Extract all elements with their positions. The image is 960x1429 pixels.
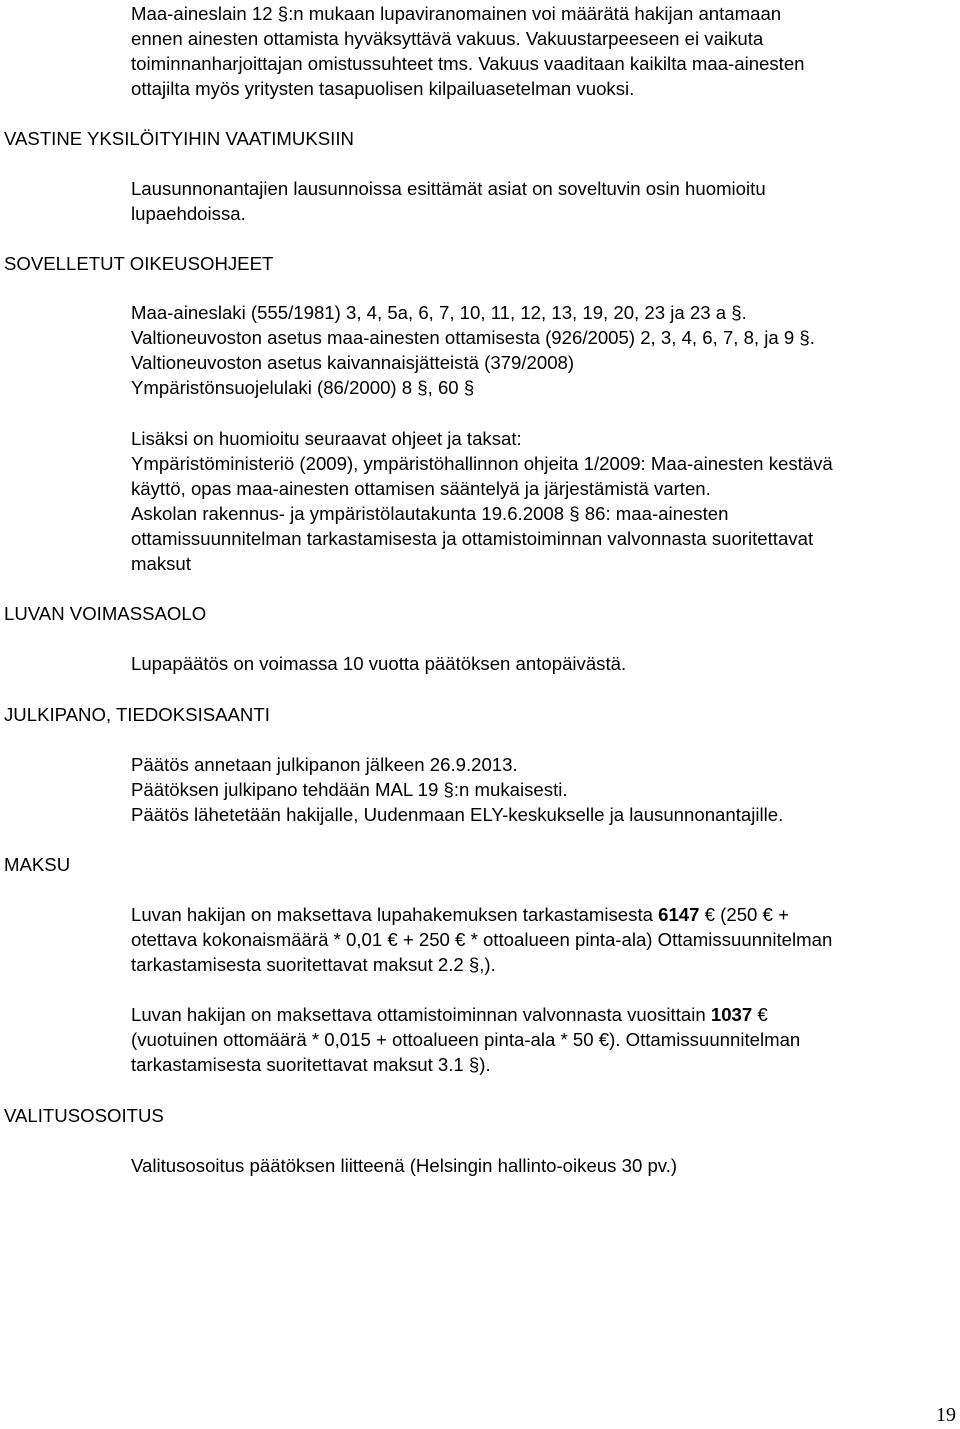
vastine-line-1: Lausunnonantajien lausunnoissa esittämät asiat on soveltuvin osin huomioitu: [131, 178, 766, 199]
maksu-p1-line-3: tarkastamisesta suoritettavat maksut 2.2 §,).: [131, 954, 496, 975]
law-line-3: Valtioneuvoston asetus kaivannaisjätteistä (379/2008): [131, 352, 575, 373]
maksu-p1-amount: 6147: [658, 904, 700, 925]
maksu-p1-line-2: otettava kokonaismäärä * 0,01 € + 250 € * ottoalueen pinta-ala) Ottamissuunnitelman: [131, 929, 833, 950]
voimassaolo-text: Lupapäätös on voimassa 10 vuotta päätöksen antopäivästä.: [131, 653, 627, 674]
maksu-p2-line-3: tarkastamisesta suoritettavat maksut 3.1 §).: [131, 1054, 491, 1075]
page-number: 19: [936, 1404, 956, 1426]
heading-valitusosoitus: VALITUSOSOITUS: [4, 1105, 164, 1126]
maksu-p1-text-b: € (250 € +: [704, 904, 789, 925]
maksu-p2-text-b: €: [757, 1004, 768, 1025]
vastine-line-2: lupaehdoissa.: [131, 203, 246, 224]
extra-line-1: Lisäksi on huomioitu seuraavat ohjeet ja taksat:: [131, 428, 522, 449]
julkipano-line-1: Päätös annetaan julkipanon jälkeen 26.9.2013.: [131, 754, 518, 775]
valitusosoitus-text: Valitusosoitus päätöksen liitteenä (Helsingin hallinto-oikeus 30 pv.): [131, 1155, 678, 1176]
law-line-4: Ympäristönsuojelulaki (86/2000) 8 §, 60 §: [131, 377, 475, 398]
intro-line-4: ottajilta myös yritysten tasapuolisen kilpailuasetelman vuoksi.: [131, 78, 635, 99]
extra-line-6: maksut: [131, 553, 191, 574]
extra-line-4: Askolan rakennus- ja ympäristölautakunta 19.6.2008 § 86: maa-ainesten: [131, 503, 729, 524]
julkipano-line-3: Päätös lähetetään hakijalle, Uudenmaan ELY-keskukselle ja lausunnonantajille.: [131, 804, 784, 825]
maksu-p2-text-a: Luvan hakijan on maksettava ottamistoiminnan valvonnasta vuosittain: [131, 1004, 706, 1025]
maksu-p2-line-2: (vuotuinen ottomäärä * 0,015 + ottoalueen pinta-ala * 50 €). Ottamissuunnitelman: [131, 1029, 801, 1050]
extra-line-2: Ympäristöministeriö (2009), ympäristöhallinnon ohjeita 1/2009: Maa-ainesten kestävä: [131, 453, 833, 474]
intro-line-1: Maa-aineslain 12 §:n mukaan lupaviranomainen voi määrätä hakijan antamaan: [131, 3, 782, 24]
maksu-p1-line-1: [131, 902, 789, 927]
maksu-p1-text-a: Luvan hakijan on maksettava lupahakemuksen tarkastamisesta: [131, 904, 653, 925]
maksu-p2-amount: 1037: [710, 1004, 753, 1025]
julkipano-line-2: Päätöksen julkipano tehdään MAL 19 §:n mukaisesti.: [131, 779, 568, 800]
heading-sovelletut: SOVELLETUT OIKEUSOHJEET: [4, 253, 274, 274]
maksu-p2-line-1: [131, 1002, 768, 1027]
heading-julkipano: JULKIPANO, TIEDOKSISAANTI: [4, 704, 270, 725]
heading-maksu: MAKSU: [4, 854, 71, 875]
law-line-1: Maa-aineslaki (555/1981) 3, 4, 5a, 6, 7, 10, 11, 12, 13, 19, 20, 23 ja 23 a §.: [131, 302, 747, 323]
extra-line-5: ottamissuunnitelman tarkastamisesta ja ottamistoiminnan valvonnasta suoritettavat: [131, 528, 814, 549]
heading-vastine: VASTINE YKSILÖITYIHIN VAATIMUKSIIN: [4, 128, 354, 149]
intro-line-2: ennen ainesten ottamista hyväksyttävä vakuus. Vakuustarpeeseen ei vaikuta: [131, 28, 764, 49]
law-line-2: Valtioneuvoston asetus maa-ainesten ottamisesta (926/2005) 2, 3, 4, 6, 7, 8, ja 9 §.: [131, 327, 815, 348]
intro-line-3: toiminnanharjoittajan omistussuhteet tms. Vakuus vaaditaan kaikilta maa-ainesten: [131, 53, 805, 74]
heading-voimassaolo: LUVAN VOIMASSAOLO: [4, 603, 207, 624]
extra-line-3: käyttö, opas maa-ainesten ottamisen sääntelyä ja järjestämistä varten.: [131, 478, 711, 499]
